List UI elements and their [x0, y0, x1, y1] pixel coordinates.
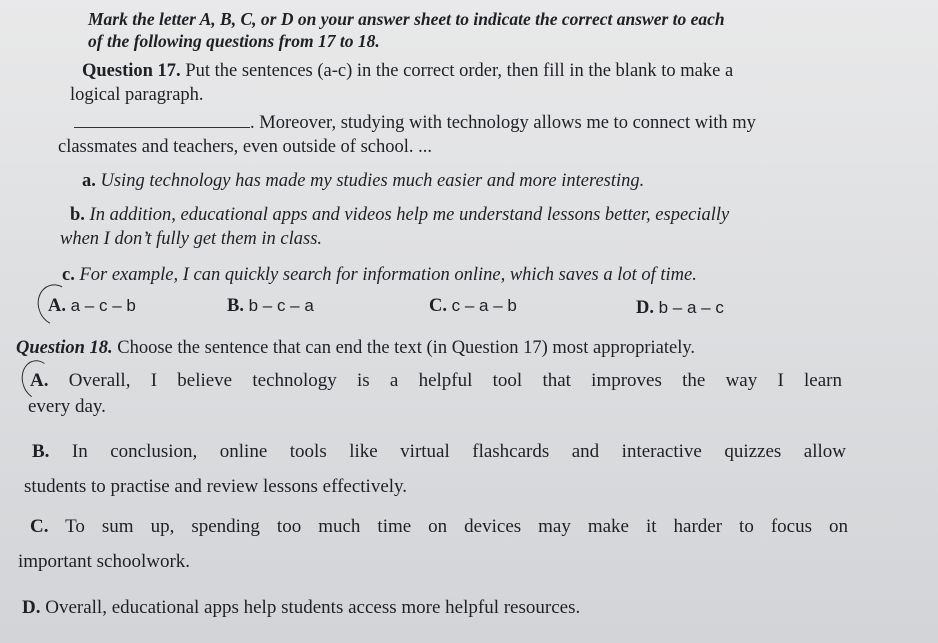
sentence-a [82, 170, 644, 192]
q18-option-b-letter: B. [32, 441, 50, 462]
sentence-b-label: b. [70, 205, 85, 225]
q17-option-d-letter: D. [636, 298, 654, 318]
q17-option-b-letter: B. [227, 296, 244, 316]
sentence-b-cont: when I don’t fully get them in class. [60, 229, 323, 249]
sentence-c-label: c. [62, 265, 75, 285]
paragraph-text-1: . Moreover, studying with technology allows me to connect with my [250, 113, 756, 133]
q18-option-c-letter: C. [30, 516, 49, 537]
sentence-a-text: Using technology has made my studies much easier and more interesting. [100, 171, 645, 191]
instructions-line-1: Mark the letter A, B, C, or D on your answer sheet to indicate the correct answer to each [88, 9, 725, 29]
q17-option-c-letter: C. [429, 296, 447, 316]
q18-option-a-cont: every day. [28, 396, 106, 417]
q18-option-a-text: Overall, I believe technology is a helpful tool that improves the way I learn [68, 370, 843, 391]
q17-option-d-text: b – a – c [658, 298, 724, 317]
q18-option-a[interactable] [30, 370, 842, 392]
sentence-c-text: For example, I can quickly search for information online, which saves a lot of time. [79, 265, 697, 285]
question-18-prompt [16, 337, 695, 359]
q18-option-d[interactable] [22, 597, 580, 619]
question-18-label: Question 18. [16, 338, 113, 358]
q17-option-a-letter: A. [48, 296, 66, 316]
q18-option-b[interactable] [32, 441, 846, 463]
instructions-line-2: of the following questions from 17 to 18. [88, 31, 380, 51]
q18-option-a-letter: A. [30, 370, 49, 391]
q17-option-d[interactable] [636, 297, 724, 319]
q17-option-b[interactable] [227, 295, 314, 317]
question-17-prompt-text: Put the sentences (a-c) in the correct order, then fill in the blank to make a [185, 61, 734, 81]
question-18-prompt-text: Choose the sentence that can end the text (in Question 17) most appropriately. [117, 338, 696, 358]
paragraph-line-1 [74, 112, 756, 134]
q18-option-c-text: To sum up, spending too much time on devices may make it harder to focus on [65, 516, 848, 537]
sentence-b [70, 204, 729, 226]
q18-option-d-letter: D. [22, 597, 41, 618]
q17-option-c-text: c – a – b [451, 296, 517, 315]
selection-circle [32, 279, 80, 331]
q18-option-b-text: In conclusion, online tools like virtual flashcards and interactive quizzes allow [71, 441, 846, 462]
q17-option-b-text: b – c – a [248, 296, 314, 315]
question-17-prompt-cont: logical paragraph. [70, 85, 204, 105]
q17-option-a-text: a – c – b [70, 296, 136, 315]
sentence-b-text: In addition, educational apps and videos help me understand lessons better, especially [89, 205, 730, 225]
paragraph-line-2: classmates and teachers, even outside of school. ... [58, 137, 432, 157]
question-17-label: Question 17. [82, 61, 181, 81]
q17-option-c[interactable] [429, 295, 517, 317]
answer-blank [74, 113, 250, 128]
sentence-c [62, 264, 697, 286]
q18-option-c[interactable] [30, 516, 848, 538]
q18-option-b-cont: students to practise and review lessons effectively. [24, 476, 408, 497]
q18-option-c-cont: important schoolwork. [18, 551, 191, 572]
q18-option-d-text: Overall, educational apps help students access more helpful resources. [45, 597, 581, 618]
sentence-a-label: a. [82, 171, 96, 191]
question-17-prompt [82, 60, 733, 82]
